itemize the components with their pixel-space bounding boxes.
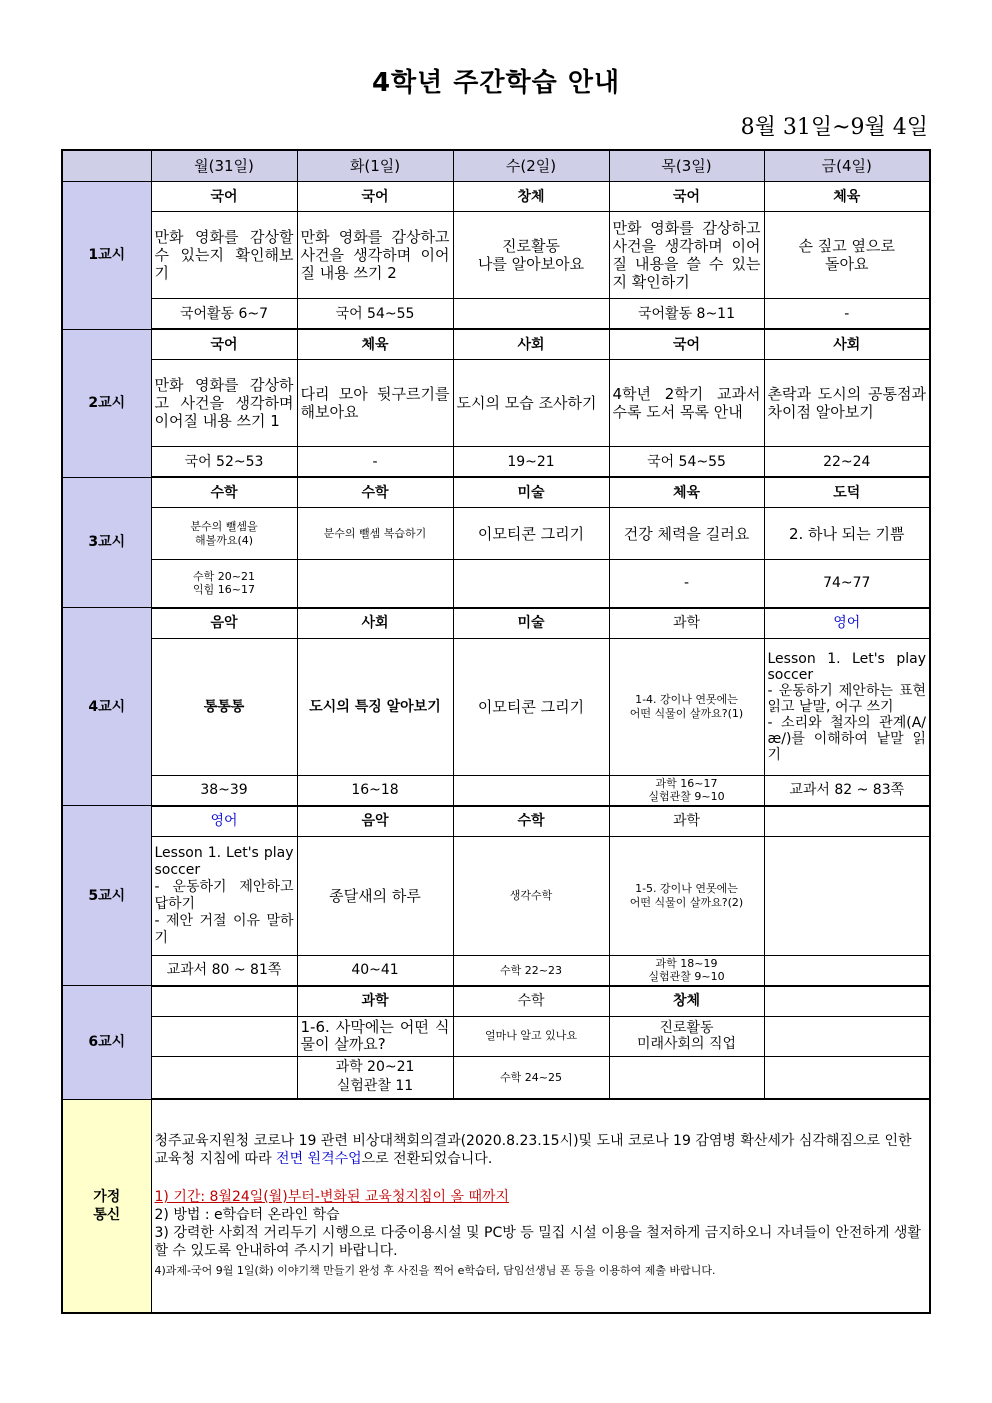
subject-cell: 체육 xyxy=(764,182,930,212)
content-cell: 도시의 모습 조사하기 xyxy=(453,360,609,447)
subject-cell: 체육 xyxy=(297,329,453,360)
subject-cell: 사회 xyxy=(297,608,453,639)
page-row xyxy=(62,447,930,478)
subject-row xyxy=(62,182,930,212)
notice-item-method: 2) 방법 : e학습터 온라인 학습 xyxy=(154,1207,340,1223)
content-cell: 1-5. 강이나 연못에는 어떤 식물이 살까요?(2) xyxy=(609,836,764,955)
subject-cell: 수학 xyxy=(151,477,297,508)
content-cell xyxy=(764,1016,930,1056)
notice-highlight: 전면 원격수업 xyxy=(276,1151,362,1167)
page-cell: 22~24 xyxy=(764,447,930,478)
page-cell: 국어 54~55 xyxy=(609,447,764,478)
notice-intro-text: 청주교육지원청 코로나 19 관련 비상대책회의결과(2020.8.23.15시)및 도내 코로나 19 감염병 확산세가 심각해짐으로 인한 교육청 지침에 따라 xyxy=(154,1133,912,1167)
notice-spacer xyxy=(155,1168,927,1188)
content-row xyxy=(62,360,930,447)
weekly-schedule-table xyxy=(61,149,931,1314)
subject-cell: 미술 xyxy=(453,608,609,639)
notice-item-period: 1) 기간: 8월24일(월)부터-변화된 교육청지침이 올 때까지 xyxy=(154,1189,510,1205)
subject-cell: 창체 xyxy=(453,182,609,212)
page-row xyxy=(62,775,930,806)
day-header: 월(31일) xyxy=(151,150,297,182)
page-row xyxy=(62,1056,930,1099)
content-cell: 손 짚고 옆으로 돌아요 xyxy=(764,212,930,299)
content-cell: 만화 영화를 감상하고 사건을 생각하며 이어질 내용을 쓸 수 있는지 확인하기 xyxy=(609,212,764,299)
subject-cell: 국어 xyxy=(609,182,764,212)
content-cell: 분수의 뺄셈 복습하기 xyxy=(297,508,453,560)
content-cell: 생각수학 xyxy=(453,836,609,955)
subject-cell: 영어 xyxy=(764,608,930,639)
page-cell: - xyxy=(297,447,453,478)
content-cell: 이모티콘 그리기 xyxy=(453,508,609,560)
content-row xyxy=(62,508,930,560)
content-cell: 1-4. 강이나 연못에는 어떤 식물이 살까요?(1) xyxy=(609,638,764,775)
subject-cell: 과학 xyxy=(297,986,453,1017)
subject-cell: 과학 xyxy=(609,806,764,837)
content-cell: 만화 영화를 감상할 수 있는지 확인해보기 xyxy=(151,212,297,299)
content-cell: 2. 하나 되는 기쁨 xyxy=(764,508,930,560)
content-cell xyxy=(764,836,930,955)
subject-cell: 국어 xyxy=(151,182,297,212)
page-row xyxy=(62,560,930,608)
content-cell: 만화 영화를 감상하고 사건을 생각하며 이어질 내용 쓰기 2 xyxy=(297,212,453,299)
content-cell: 도시의 특징 알아보기 xyxy=(297,638,453,775)
subject-cell: 음악 xyxy=(297,806,453,837)
content-cell: 다리 모아 뒷구르기를 해보아요 xyxy=(297,360,453,447)
period-label: 1교시 xyxy=(62,182,151,330)
subject-cell: 국어 xyxy=(609,329,764,360)
page-cell: - xyxy=(764,299,930,330)
content-cell: Lesson 1. Let's play soccer - 운동하기 제안하는 표현 읽고 낱말, 어구 쓰기 - 소리와 철자의 관계(A/æ/)를 이해하여 낱말 읽기 xyxy=(764,638,930,775)
subject-cell: 수학 xyxy=(453,806,609,837)
content-cell: 통통통 xyxy=(151,638,297,775)
page-cell: 38~39 xyxy=(151,775,297,806)
page-cell: 40~41 xyxy=(297,955,453,986)
page-cell xyxy=(764,1056,930,1099)
content-cell: 진로활동 나를 알아보아요 xyxy=(453,212,609,299)
notice-item-homework: 4)과제-국어 9월 1일(화) 이야기책 만들기 완성 후 사진을 찍어 e학습터, 담임선생님 폰 등을 이용하여 제출 바랍니다. xyxy=(154,1264,716,1277)
page-title: 4학년 주간학습 안내 xyxy=(371,68,621,98)
page-cell xyxy=(151,1056,297,1099)
page-cell: 수학 20~21 익힘 16~17 xyxy=(151,560,297,608)
content-cell: 얼마나 알고 있나요 xyxy=(453,1016,609,1056)
date-range: 8월 31일~9월 4일 xyxy=(740,115,928,140)
subject-row xyxy=(62,329,930,360)
page-cell xyxy=(453,299,609,330)
page-cell: 국어 54~55 xyxy=(297,299,453,330)
page-cell: 국어 52~53 xyxy=(151,447,297,478)
day-header: 금(4일) xyxy=(764,150,930,182)
period-label: 3교시 xyxy=(62,477,151,608)
day-header: 화(1일) xyxy=(297,150,453,182)
subject-cell: 사회 xyxy=(764,329,930,360)
page-cell xyxy=(297,560,453,608)
subject-row xyxy=(62,986,930,1017)
content-cell: 1-6. 사막에는 어떤 식물이 살까요? xyxy=(297,1016,453,1056)
content-cell: 건강 체력을 길러요 xyxy=(609,508,764,560)
subject-cell: 체육 xyxy=(609,477,764,508)
subject-row xyxy=(62,608,930,639)
content-row xyxy=(62,212,930,299)
content-cell: 이모티콘 그리기 xyxy=(453,638,609,775)
content-cell: 분수의 뺄셈을 해볼까요(4) xyxy=(151,508,297,560)
page-cell xyxy=(453,775,609,806)
corner-cell xyxy=(62,150,151,182)
subject-cell: 창체 xyxy=(609,986,764,1017)
content-row xyxy=(62,638,930,775)
content-row xyxy=(62,1016,930,1056)
content-cell xyxy=(151,1016,297,1056)
page-cell: - xyxy=(609,560,764,608)
subject-cell: 도덕 xyxy=(764,477,930,508)
page-cell: 과학 20~21 실험관찰 11 xyxy=(297,1056,453,1099)
content-cell: 4학년 2학기 교과서 수록 도서 목록 안내 xyxy=(609,360,764,447)
subject-cell: 영어 xyxy=(151,806,297,837)
page-cell xyxy=(453,560,609,608)
notice-intro xyxy=(155,1132,927,1168)
page-cell: 16~18 xyxy=(297,775,453,806)
subject-cell: 음악 xyxy=(151,608,297,639)
subject-cell: 수학 xyxy=(453,986,609,1017)
page-cell xyxy=(764,955,930,986)
subject-cell: 사회 xyxy=(453,329,609,360)
subject-cell: 과학 xyxy=(609,608,764,639)
notice-label: 가정 통신 xyxy=(62,1099,151,1313)
subject-cell xyxy=(764,806,930,837)
page-cell: 과학 18~19 실험관찰 9~10 xyxy=(609,955,764,986)
subject-row xyxy=(62,806,930,837)
page-cell: 74~77 xyxy=(764,560,930,608)
subject-cell: 수학 xyxy=(297,477,453,508)
notice-body xyxy=(151,1099,930,1313)
subject-cell xyxy=(764,986,930,1017)
page-cell: 과학 16~17 실험관찰 9~10 xyxy=(609,775,764,806)
day-header-row xyxy=(62,150,930,182)
content-cell: 종달새의 하루 xyxy=(297,836,453,955)
content-cell: 진로활동 미래사회의 직업 xyxy=(609,1016,764,1056)
subject-cell: 국어 xyxy=(151,329,297,360)
period-label: 5교시 xyxy=(62,806,151,986)
subject-cell: 국어 xyxy=(297,182,453,212)
subject-row xyxy=(62,477,930,508)
content-row xyxy=(62,836,930,955)
notice-intro-end: 으로 전환되었습니다. xyxy=(361,1151,493,1167)
page-cell xyxy=(609,1056,764,1099)
page-cell: 교과서 82 ~ 83쪽 xyxy=(764,775,930,806)
page-cell: 19~21 xyxy=(453,447,609,478)
page-cell: 수학 24~25 xyxy=(453,1056,609,1099)
content-cell: 촌락과 도시의 공통점과 차이점 알아보기 xyxy=(764,360,930,447)
page-row xyxy=(62,955,930,986)
page-row xyxy=(62,299,930,330)
period-label: 6교시 xyxy=(62,986,151,1100)
page-cell: 국어활동 8~11 xyxy=(609,299,764,330)
period-label: 2교시 xyxy=(62,329,151,477)
page-cell: 교과서 80 ~ 81쪽 xyxy=(151,955,297,986)
notice-item-distancing: 3) 강력한 사회적 거리두기 시행으로 다중이용시설 및 PC방 등 밀집 시설 이용을 철저하게 금지하오니 자녀들이 안전하게 생활할 수 있도록 안내하여 주시기 바랍니다. xyxy=(154,1225,921,1259)
content-cell: 만화 영화를 감상하고 사건을 생각하며 이어질 내용 쓰기 1 xyxy=(151,360,297,447)
notice-row xyxy=(62,1099,930,1313)
day-header: 목(3일) xyxy=(609,150,764,182)
period-label: 4교시 xyxy=(62,608,151,806)
day-header: 수(2일) xyxy=(453,150,609,182)
page-cell: 국어활동 6~7 xyxy=(151,299,297,330)
content-cell: Lesson 1. Let's play soccer - 운동하기 제안하고 답하기 - 제안 거절 이유 말하기 xyxy=(151,836,297,955)
subject-cell: 미술 xyxy=(453,477,609,508)
page-cell: 수학 22~23 xyxy=(453,955,609,986)
subject-cell xyxy=(151,986,297,1017)
